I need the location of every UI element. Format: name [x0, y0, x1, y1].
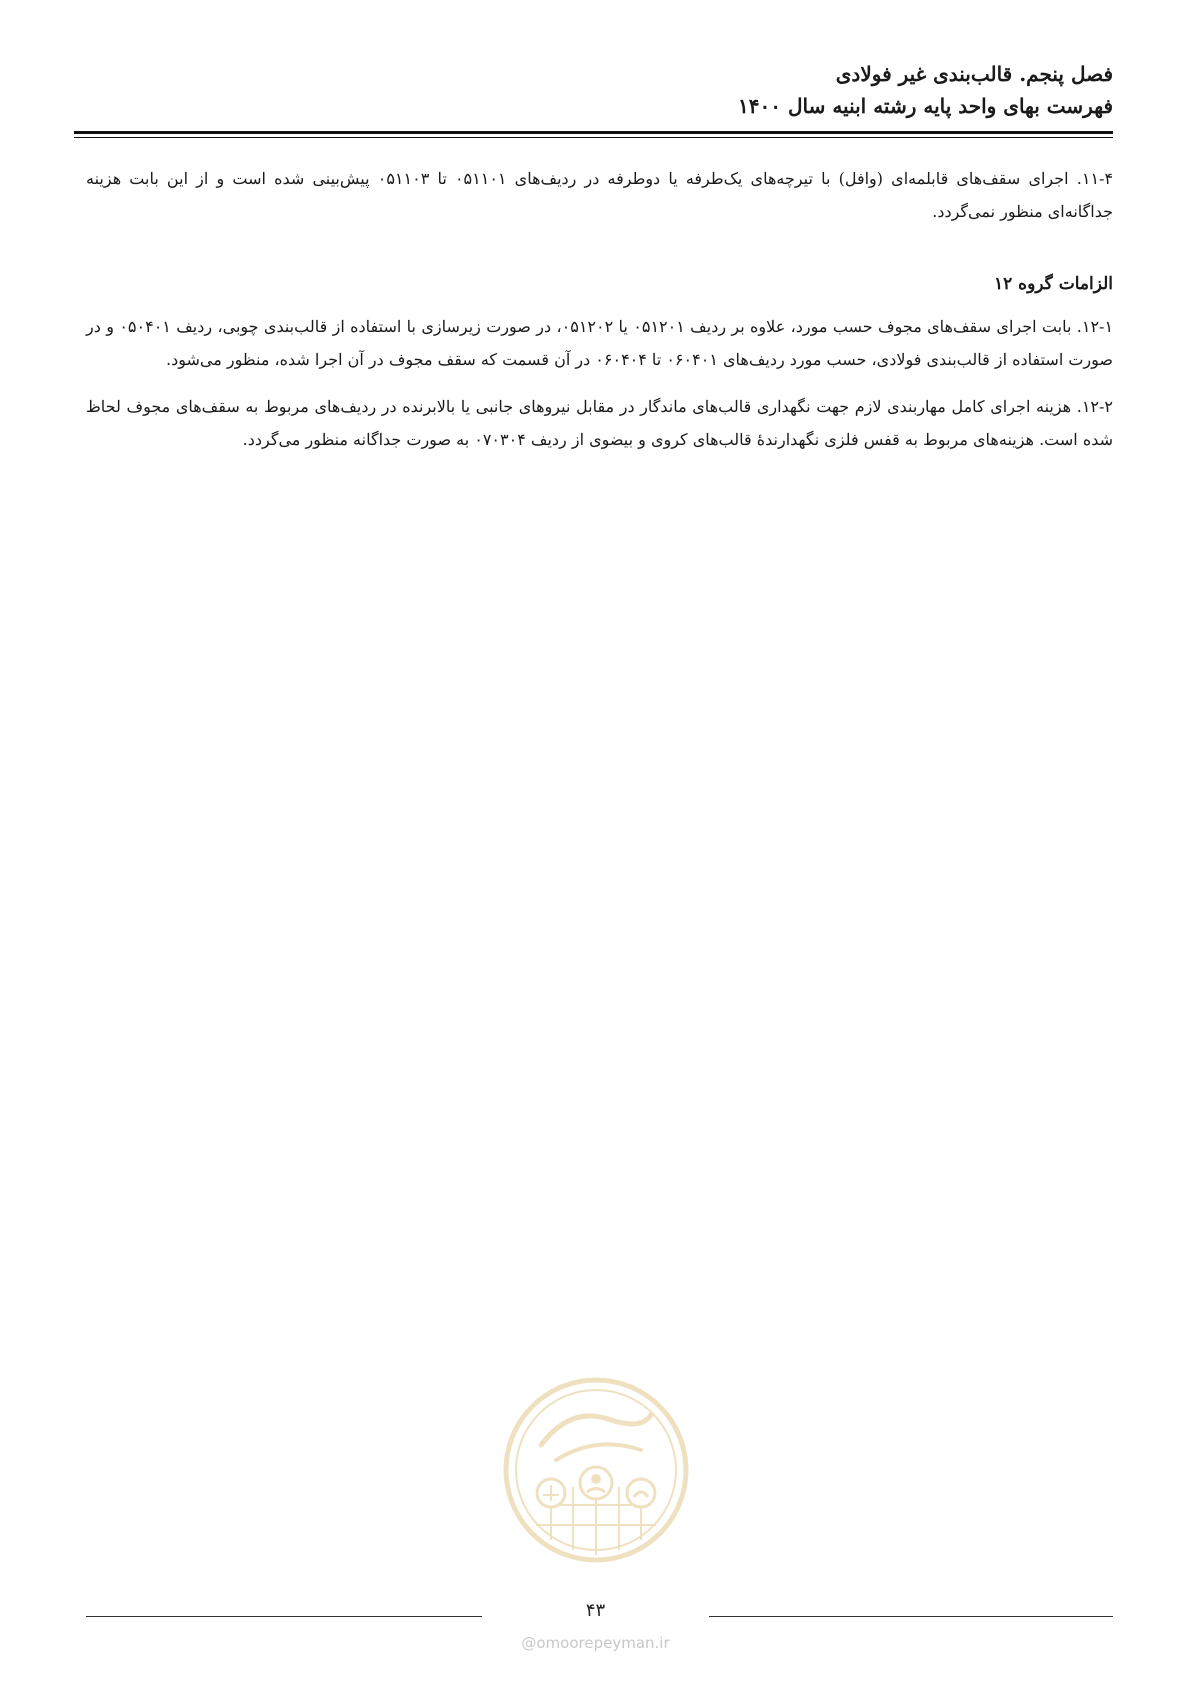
- watermark-calligraphy-stroke-2: [556, 1444, 641, 1460]
- header-divider-thin: [74, 137, 1113, 138]
- paragraph-12-2: ۱۲-۲. هزینه اجرای کامل مهاربندی لازم جهت نگهداری قالب‌های ماندگار در مقابل نیروهای جانبی یا بالابرنده در ردیف‌های مربوط به سقف‌های مجوف لحاظ شده است. هزینه‌های مربوط به قفس فلزی نگهدارندهٔ قالب‌های کروی و بیضوی از ردیف ۰۷۰۳۰۴ به صورت جداگانه منظور می‌گردد.: [86, 397, 1114, 449]
- header-divider-thick: [74, 131, 1113, 134]
- paragraph-12-1: ۱۲-۱. بابت اجرای سقف‌های مجوف حسب مورد، علاوه بر ردیف ۰۵۱۲۰۱ یا ۰۵۱۲۰۲، در صورت زیرسازی با استفاده از قالب‌بندی چوبی، ردیف ۰۵۰۴۰۱ و در صورت استفاده از قالب‌بندی فولادی، حسب مورد ردیف‌های ۰۶۰۴۰۱ تا ۰۶۰۴۰۴ در آن قسمت که سقف مجوف در آن اجرا شده، منظور می‌شود.: [86, 317, 1114, 369]
- watermark-url: @omoorepeyman.ir: [521, 1634, 670, 1652]
- chapter-title: فصل پنجم. قالب‌بندی غیر فولادی: [835, 62, 1113, 86]
- watermark-calligraphy-stroke: [541, 1415, 651, 1445]
- page-header: [78, 58, 1113, 122]
- document-body: [86, 162, 1113, 470]
- page-number: ۴۳: [585, 1600, 606, 1621]
- price-list-title: فهرست بهای واحد پایه رشته ابنیه سال ۱۴۰۰: [738, 94, 1113, 118]
- group-12-heading: الزامات گروه ۱۲: [994, 274, 1113, 294]
- watermark-logo: [501, 1375, 691, 1565]
- paragraph-11-4: ۱۱-۴. اجرای سقف‌های قابلمه‌ای (وافل) با تیرچه‌های یک‌طرفه یا دوطرفه در ردیف‌های ۰۵۱۱۰۱ تا ۰۵۱۱۰۳ پیش‌بینی شده است و از این بابت هزینه جداگانه‌ای منظور نمی‌گردد.: [86, 169, 1114, 221]
